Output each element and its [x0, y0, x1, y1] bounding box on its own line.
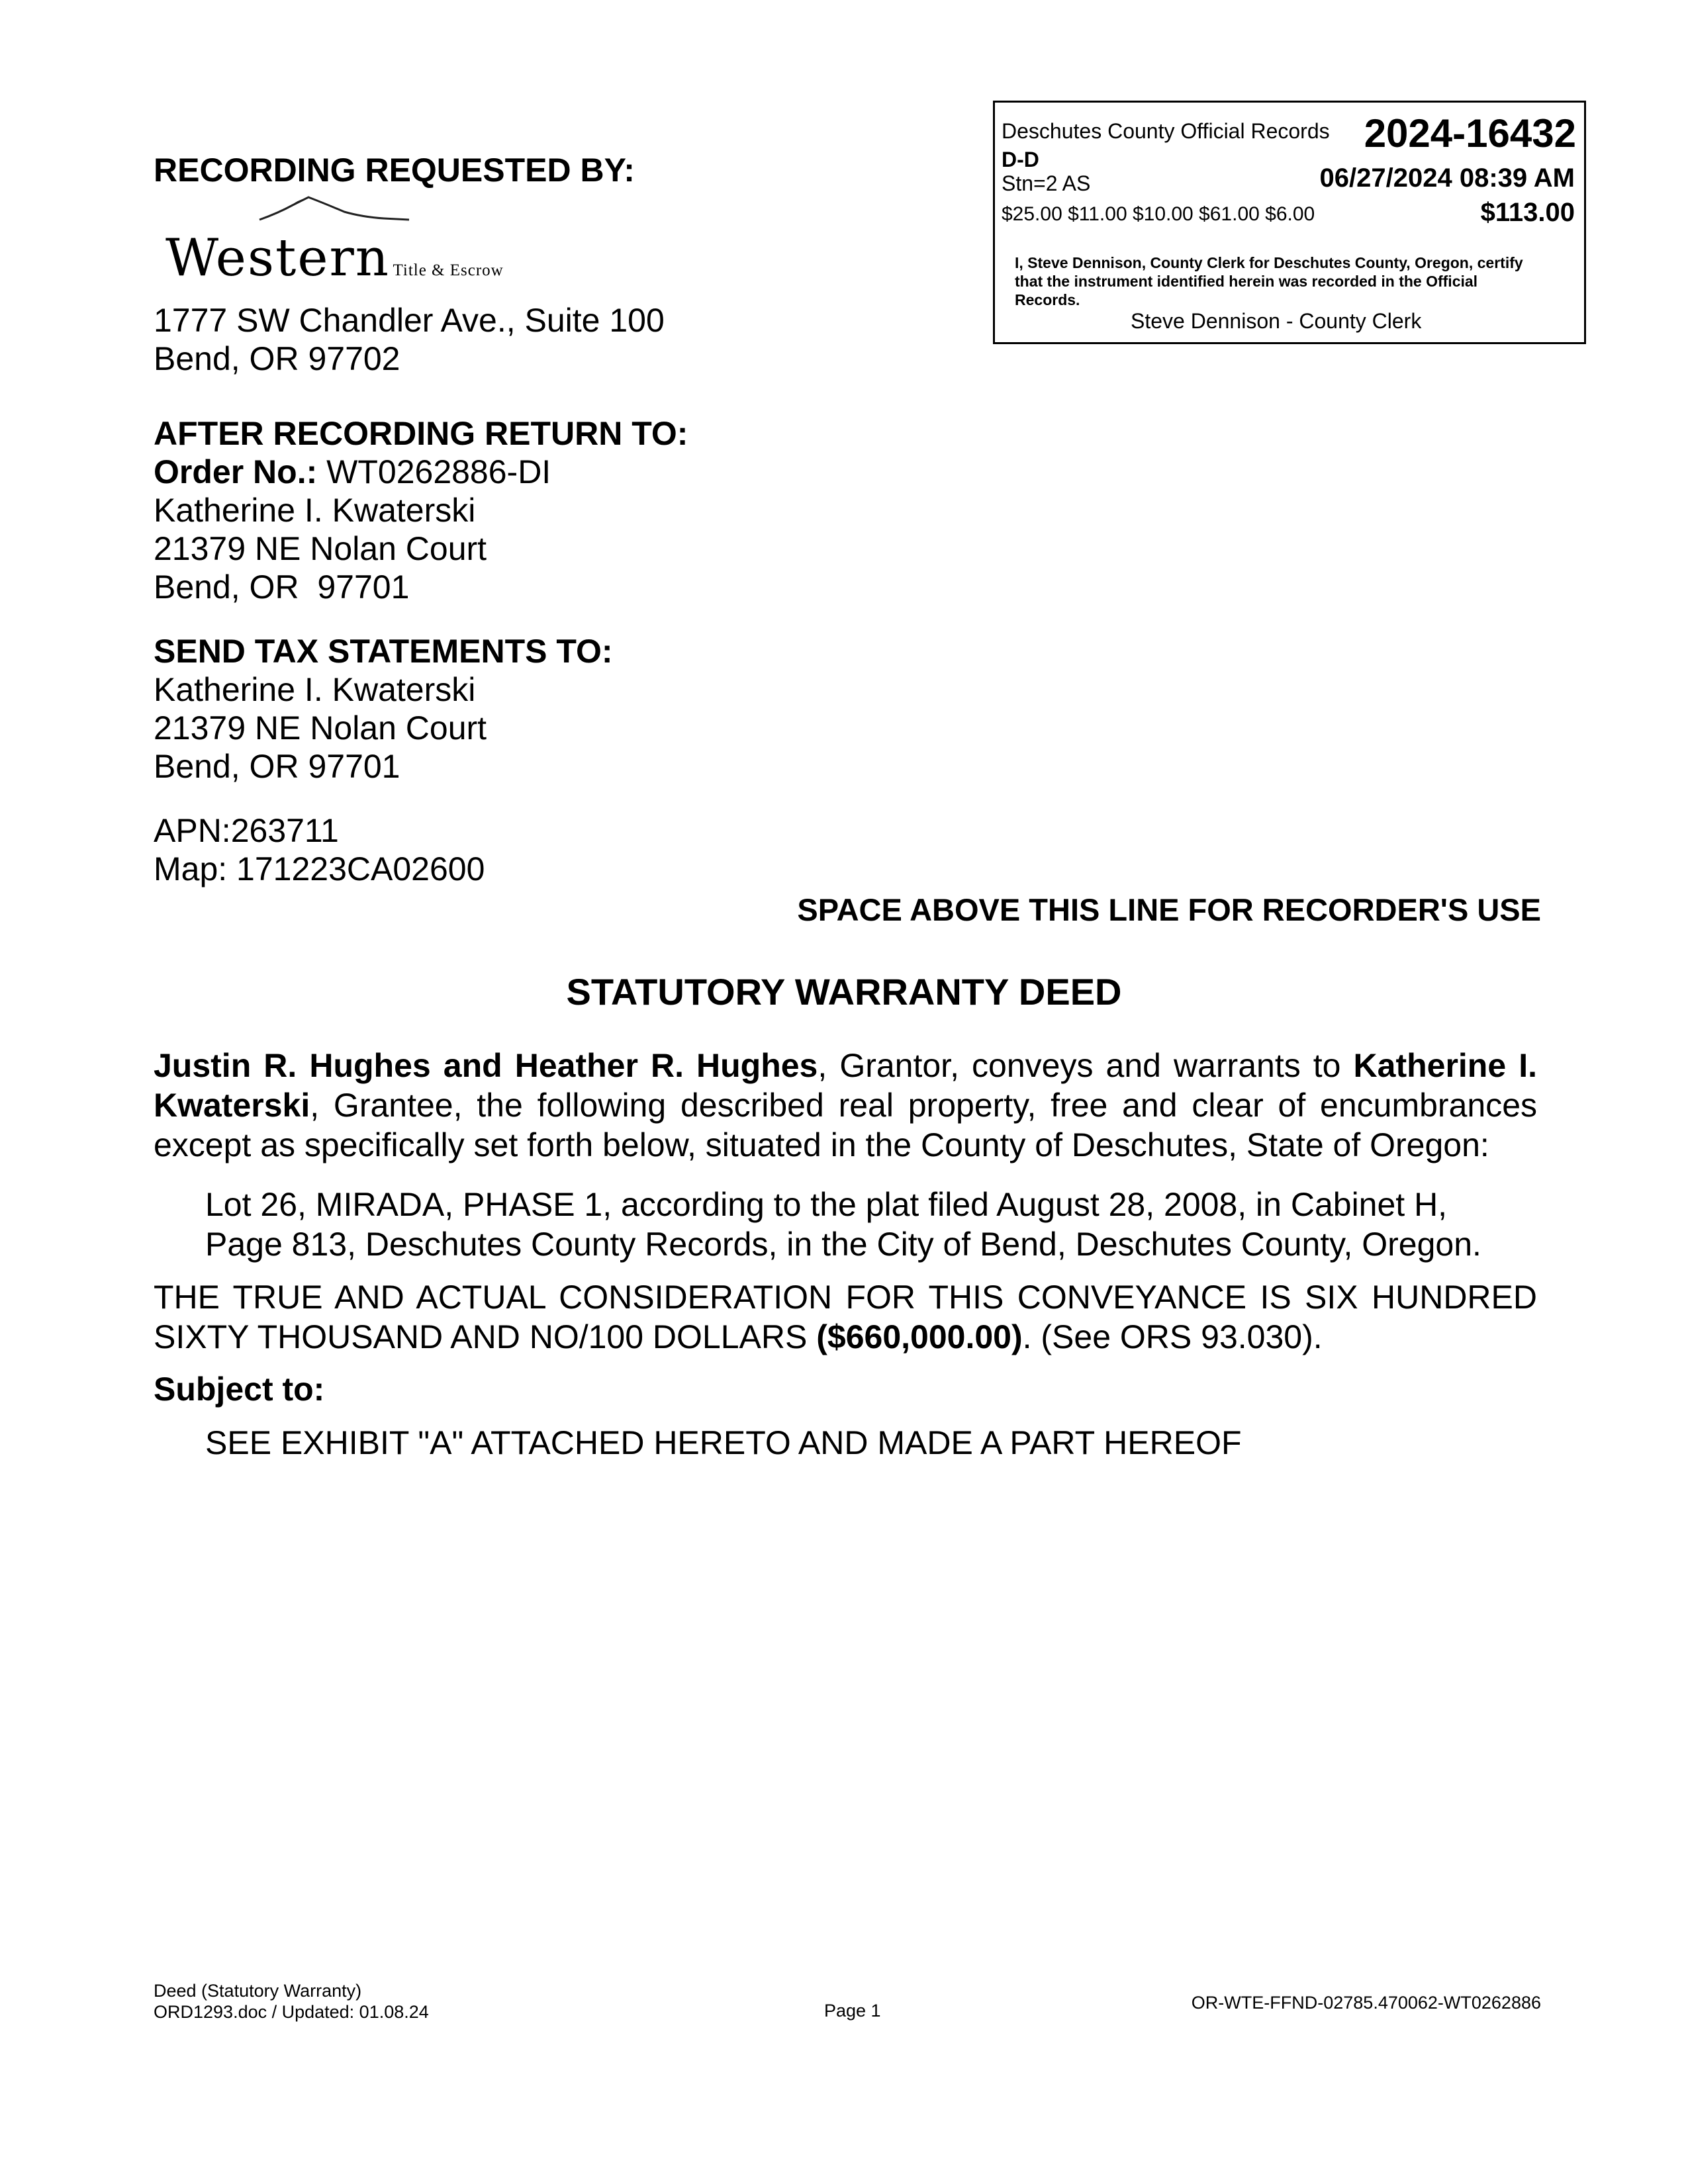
- footer-file-reference: OR-WTE-FFND-02785.470062-WT0262886: [1191, 1993, 1541, 2013]
- recorder-use-line: SPACE ABOVE THIS LINE FOR RECORDER'S USE: [797, 892, 1541, 927]
- grant-text-2: , Grantee, the following described real property, free and clear of encumbrances except as specifically set forth below, situated in the County of Deschutes, State of Oregon:: [154, 1087, 1537, 1163]
- footer-page-number: Page 1: [824, 2001, 881, 2021]
- tax-address-2: Bend, OR 97701: [154, 748, 400, 785]
- return-address-2: Bend, OR 97701: [154, 569, 410, 606]
- company-name: Western: [165, 228, 391, 288]
- company-logo: [165, 228, 504, 288]
- company-sub: Title & Escrow: [393, 261, 504, 279]
- requester-address-1: 1777 SW Chandler Ave., Suite 100: [154, 302, 665, 339]
- fee-total: $113.00: [1480, 198, 1575, 227]
- tax-name: Katherine I. Kwaterski: [154, 671, 476, 708]
- order-number: WT0262886-DI: [326, 453, 551, 490]
- grant-text-1: , Grantor, conveys and warrants to: [818, 1047, 1354, 1084]
- recording-datetime: 06/27/2024 08:39 AM: [1319, 163, 1575, 193]
- clerk-signature: Steve Dennison - County Clerk: [1131, 309, 1422, 333]
- return-to-label: AFTER RECORDING RETURN TO:: [154, 415, 688, 452]
- apn: APN:263711: [154, 812, 339, 849]
- footer-form-name: Deed (Statutory Warranty): [154, 1981, 362, 2001]
- fee-breakdown: $25.00 $11.00 $10.00 $61.00 $6.00: [1002, 203, 1315, 225]
- station-code: Stn=2 AS: [1002, 171, 1091, 195]
- footer-form-id: ORD1293.doc / Updated: 01.08.24: [154, 2002, 429, 2022]
- recording-requested-label: RECORDING REQUESTED BY:: [154, 152, 635, 189]
- consideration-text-2: . (See ORS 93.030).: [1022, 1318, 1323, 1355]
- tax-statements-label: SEND TAX STATEMENTS TO:: [154, 633, 613, 670]
- tax-address-1: 21379 NE Nolan Court: [154, 709, 487, 747]
- map-number: Map: 171223CA02600: [154, 850, 485, 887]
- clerk-certification: I, Steve Dennison, County Clerk for Deschutes County, Oregon, certify that the instrument identified herein was recorded in the Official Records.: [1015, 254, 1523, 308]
- order-number-label: Order No.:: [154, 453, 318, 490]
- records-office: Deschutes County Official Records: [1002, 119, 1330, 143]
- recorder-stamp-box: [993, 101, 1586, 344]
- return-name: Katherine I. Kwaterski: [154, 492, 476, 529]
- return-address-1: 21379 NE Nolan Court: [154, 530, 487, 567]
- mountain-logo-icon: [252, 192, 424, 233]
- document-type: D-D: [1002, 148, 1039, 171]
- subject-to-label: Subject to:: [154, 1371, 325, 1408]
- grantee-name: Katherine I. Kwaterski: [154, 1047, 1537, 1124]
- subject-to-text: SEE EXHIBIT "A" ATTACHED HERETO AND MADE A PART HEREOF: [205, 1424, 1242, 1461]
- grantor-names: Justin R. Hughes and Heather R. Hughes: [154, 1047, 818, 1084]
- document-title: STATUTORY WARRANTY DEED: [566, 971, 1122, 1013]
- legal-description-line-2: Page 813, Deschutes County Records, in the City of Bend, Deschutes County, Oregon.: [205, 1226, 1481, 1263]
- consideration-text-1: THE TRUE AND ACTUAL CONSIDERATION FOR THIS CONVEYANCE IS SIX HUNDRED SIXTY THOUSAND AND NO/100 DOLLARS: [154, 1279, 1537, 1355]
- legal-description-line-1: Lot 26, MIRADA, PHASE 1, according to the plat filed August 28, 2008, in Cabinet H,: [205, 1186, 1448, 1223]
- consideration-paragraph: [154, 1277, 1537, 1357]
- grant-paragraph: [154, 1046, 1537, 1165]
- order-number-line: [154, 453, 551, 491]
- document-number: 2024-16432: [1364, 111, 1576, 156]
- consideration-amount: ($660,000.00): [816, 1318, 1023, 1355]
- requester-address-2: Bend, OR 97702: [154, 340, 400, 377]
